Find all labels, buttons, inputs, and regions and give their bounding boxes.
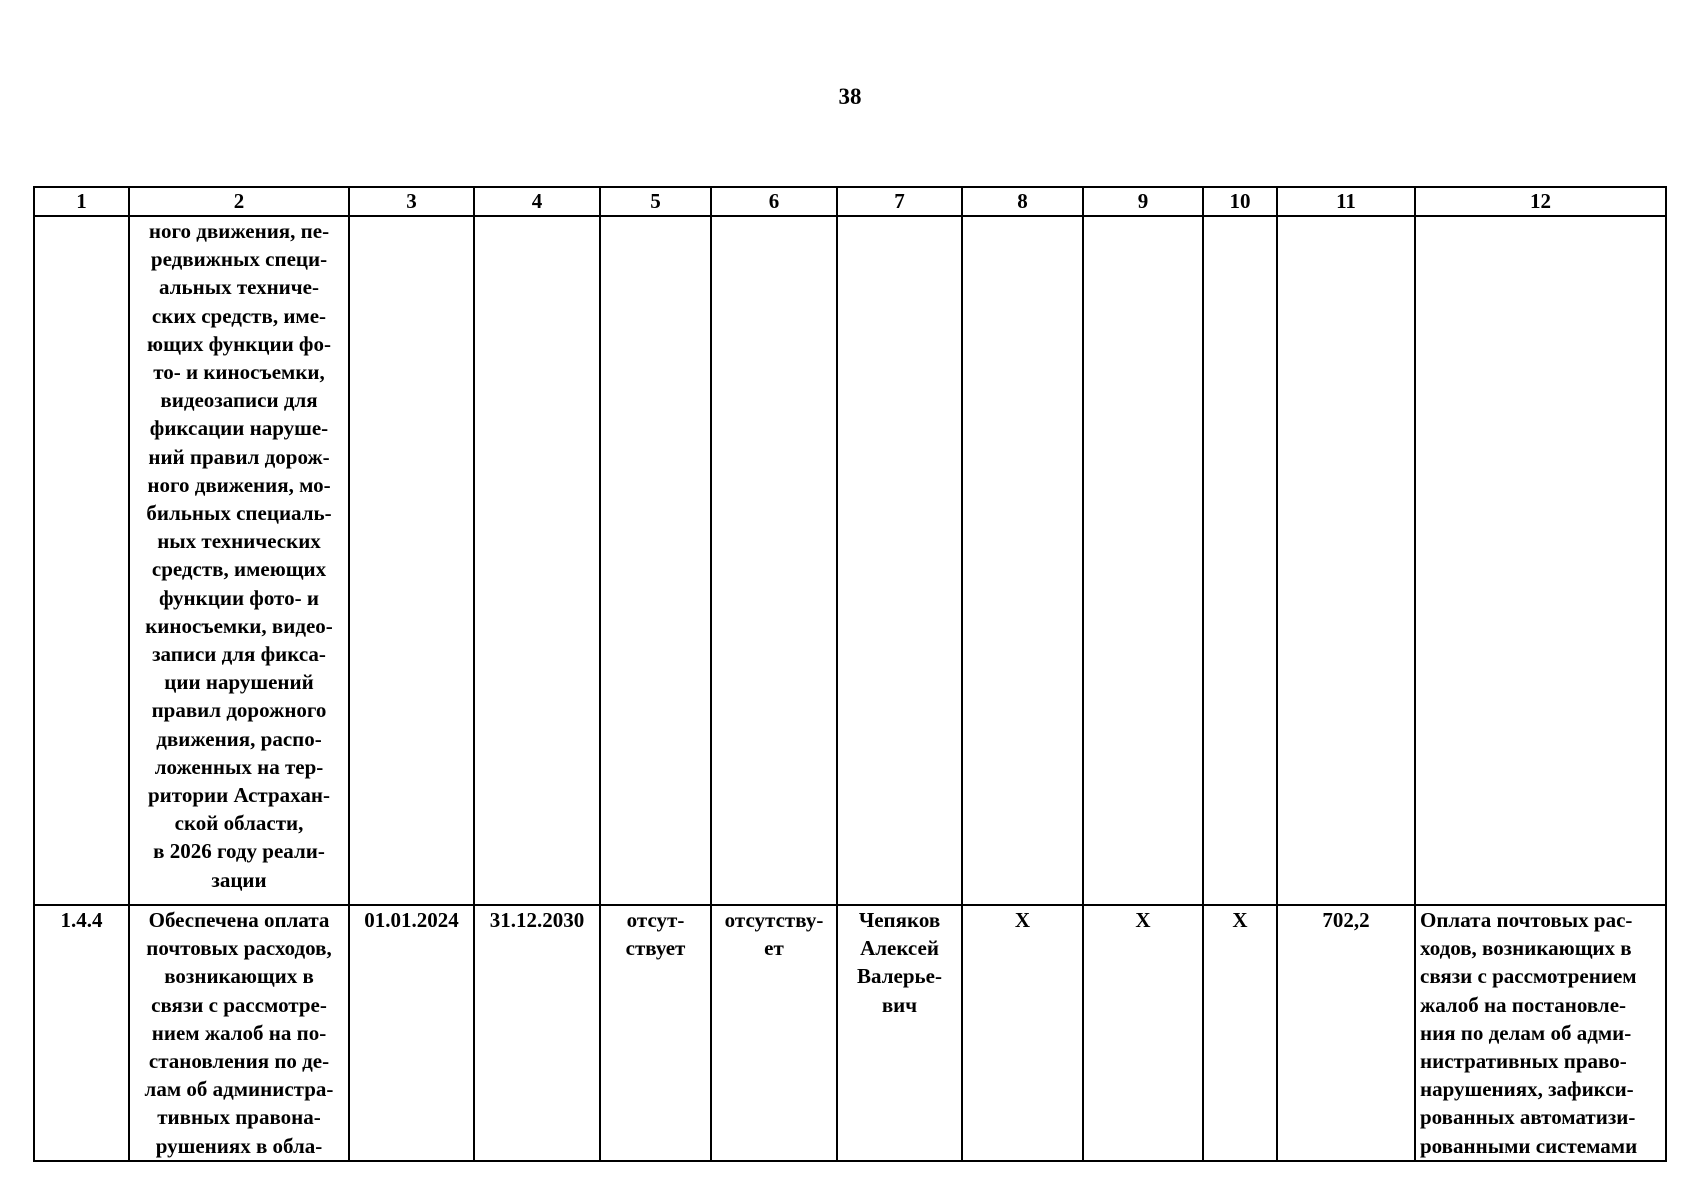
table-row-continuation (34, 216, 1666, 905)
text-line: Алексей (860, 936, 939, 961)
cell-end-date: 31.12.2030 (474, 905, 600, 1161)
text-line: ного движения, пе- (148, 219, 330, 243)
column-header: 5 (600, 187, 711, 216)
program-table (33, 186, 1667, 1162)
text-line: нарушениях, зафикси- (1420, 1077, 1634, 1102)
text-line: зации (211, 867, 267, 892)
cell-description (129, 905, 349, 1161)
text-line: видеозаписи для (160, 388, 318, 413)
column-header: 3 (349, 187, 474, 216)
cell-empty (1083, 216, 1203, 905)
text-line: редвижных специ- (150, 247, 328, 272)
text-line: ствует (625, 936, 686, 961)
text-line: в 2026 году реали- (153, 839, 325, 864)
text-line: ния по делам об адми- (1420, 1020, 1632, 1045)
text-line: Обеспечена оплата (148, 908, 330, 932)
cell-empty (837, 216, 962, 905)
column-header: 7 (837, 187, 962, 216)
cell-empty (1203, 216, 1277, 905)
text-line: ложенных на тер- (154, 754, 324, 779)
cell-empty (349, 216, 474, 905)
cell-empty (711, 216, 837, 905)
text-line: нистративных право- (1420, 1049, 1627, 1074)
cell-empty (474, 216, 600, 905)
cell-empty (1415, 216, 1666, 905)
text-line: лам об администра- (144, 1077, 334, 1102)
column-header: 2 (129, 187, 349, 216)
text-line: ритории Астрахан- (148, 783, 330, 808)
text-line: рушениях в обла- (155, 1133, 323, 1158)
column-header: 10 (1203, 187, 1277, 216)
cell-col8: X (962, 905, 1083, 1161)
cell-description-continued (129, 216, 349, 905)
cell-empty (1277, 216, 1415, 905)
text-line: ских средств, име- (151, 303, 327, 328)
text-line: то- и киносъемки, (153, 360, 325, 385)
cell-empty (962, 216, 1083, 905)
column-number-row (34, 187, 1666, 216)
column-header: 1 (34, 187, 129, 216)
cell-result (1415, 905, 1666, 1161)
page-number: 38 (838, 84, 862, 109)
table-row-1-4-4 (34, 905, 1666, 1161)
text-line: Валерье- (857, 964, 942, 989)
text-line: нием жалоб на по- (151, 1020, 327, 1045)
text-line: ющих функции фо- (147, 331, 331, 356)
text-line: Оплата почтовых рас- (1420, 908, 1633, 932)
column-header: 12 (1415, 187, 1666, 216)
text-line: вич (881, 992, 918, 1017)
text-line: тивных правона- (157, 1105, 321, 1130)
column-header: 4 (474, 187, 600, 216)
cell-empty (600, 216, 711, 905)
text-line: рованными системами (1420, 1133, 1638, 1158)
text-line: альных техниче- (159, 275, 319, 300)
column-header: 6 (711, 187, 837, 216)
cell-col5 (600, 905, 711, 1161)
text-line: ний правил дорож- (148, 444, 330, 469)
text-line: Чепяков (858, 908, 941, 932)
cell-amount: 702,2 (1277, 905, 1415, 1161)
text-line: связи с рассмотре- (151, 992, 327, 1017)
text-line: записи для фикса- (152, 642, 326, 667)
column-header: 9 (1083, 187, 1203, 216)
text-line: ской области, (174, 811, 304, 836)
text-line: ции нарушений (164, 670, 314, 695)
text-line: отсут- (626, 908, 685, 932)
text-line: правил дорожного (151, 698, 327, 723)
column-header: 11 (1277, 187, 1415, 216)
cell-col6 (711, 905, 837, 1161)
text-line: ет (764, 936, 784, 961)
cell-col10: X (1203, 905, 1277, 1161)
text-line: жалоб на постановле- (1420, 992, 1627, 1017)
text-line: ного движения, мо- (147, 472, 331, 497)
text-line: средств, имеющих (151, 557, 327, 582)
text-line: возникающих в (164, 964, 314, 989)
text-line: становления по де- (148, 1049, 330, 1074)
cell-responsible (837, 905, 962, 1161)
text-line: почтовых расходов, (146, 936, 332, 961)
text-line: движения, распо- (156, 726, 322, 751)
cell-number: 1.4.4 (34, 905, 129, 1161)
text-line: ходов, возникающих в (1420, 936, 1632, 961)
column-header: 8 (962, 187, 1083, 216)
text-line: бильных специаль- (146, 501, 332, 526)
text-line: киносъемки, видео- (145, 613, 333, 638)
text-line: отсутству- (724, 908, 824, 932)
cell-number-empty (34, 216, 129, 905)
text-line: ных технических (157, 529, 321, 554)
text-line: фиксации наруше- (149, 416, 329, 441)
cell-start-date: 01.01.2024 (349, 905, 474, 1161)
text-line: рованных автоматизи- (1420, 1105, 1636, 1130)
text-line: связи с рассмотрением (1420, 964, 1637, 989)
cell-col9: X (1083, 905, 1203, 1161)
text-line: функции фото- и (159, 585, 319, 610)
